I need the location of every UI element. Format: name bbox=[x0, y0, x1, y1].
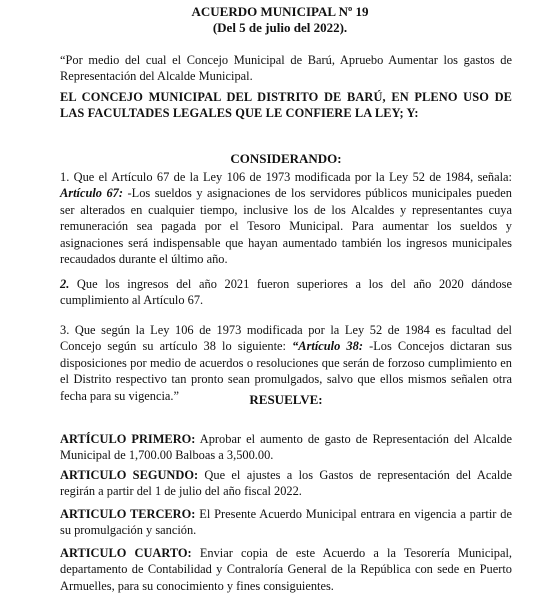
article-segundo-text: Que el ajustes a los Gastos de representación del Acalde regirán a partir del 1 de julio del año fiscal 2022. bbox=[60, 468, 512, 499]
article-tercero-label: ARTICULO TERCERO: bbox=[60, 507, 196, 521]
considerando-3-text-before: 3. Que según la Ley 106 de 1973 modificada por la Ley 52 de 1984 es facultad del Concejo según su artículo 38 lo siguiente: bbox=[60, 323, 512, 354]
article-primero-text: Aprobar el aumento de gasto de Representación del Alcalde Municipal de 1,700.00 Balboas a 3,500.00. bbox=[60, 432, 513, 463]
considerando-heading: CONSIDERANDO: bbox=[230, 151, 342, 166]
article-cuarto-text: Enviar copia de este Acuerdo a la Tesorería Municipal, departamento de Contabilidad y Contraloría General de la República con sede en Puerto Armuelles, para su conocimiento y fines consiguientes. bbox=[60, 546, 512, 593]
considerando-1 bbox=[60, 169, 512, 267]
document-date: (Del 5 de julio del 2022). bbox=[212, 20, 348, 35]
article-tercero bbox=[60, 506, 512, 539]
considerando-1-text-before: 1. Que el Artículo 67 de la Ley 106 de 1973 modificada por la Ley 52 de 1984, señala: bbox=[60, 170, 512, 184]
document-header bbox=[0, 4, 560, 36]
intro-paragraph: “Por medio del cual el Concejo Municipal de Barú, Apruebo Aumentar los gastos de Representación del Alcalde Municipal. bbox=[60, 53, 512, 84]
article-38-label: “Artículo 38: bbox=[292, 339, 363, 354]
article-primero-label: ARTÍCULO PRIMERO: bbox=[60, 432, 196, 446]
council-declaration: EL CONCEJO MUNICIPAL DEL DISTRITO DE BARÚ, EN PLENO USO DE LAS FACULTADES LEGALES QUE LE CONFIERE LA LEY; Y: bbox=[60, 90, 512, 121]
article-segundo bbox=[60, 467, 512, 500]
article-primero bbox=[60, 431, 512, 464]
considerando-2 bbox=[60, 276, 512, 309]
article-cuarto bbox=[60, 545, 512, 594]
article-tercero-text: El Presente Acuerdo Municipal entrara en vigencia a partir de su promulgación y sanción. bbox=[60, 507, 512, 538]
considerando-1-text-after: -Los sueldos y asignaciones de los servidores públicos municipales pueden ser alterados en cualquier tiempo, inclusive los de los Alcaldes y representantes cuya remuneración sea pagada por el Tesoro Municipal. Para aumentar los sueldos y asignaciones será indispensable que hayan aumentado también los ingresos municipales recaudados durante el último año. bbox=[60, 186, 512, 267]
article-cuarto-label: ARTICULO CUARTO: bbox=[60, 546, 192, 560]
considerando-3-text-after: -Los Concejos dictaran sus disposiciones por medio de acuerdos o resoluciones que serán de forzoso cumplimiento en el Distrito respectivo tan pronto sean promulgados, salvo que ellos mismos señalen otra fecha para su vigencia.” bbox=[60, 339, 512, 403]
resuelve-heading: RESUELVE: bbox=[249, 392, 323, 407]
considerando-2-number: 2. bbox=[60, 277, 70, 291]
article-segundo-label: ARTICULO SEGUNDO: bbox=[60, 468, 199, 482]
document-title: ACUERDO MUNICIPAL Nº 19 bbox=[191, 4, 369, 19]
considerando-2-text: Que los ingresos del año 2021 fueron superiores a los del año 2020 dándose cumplimiento al Artículo 67. bbox=[60, 277, 512, 308]
article-67-label: Artículo 67: bbox=[60, 186, 124, 201]
